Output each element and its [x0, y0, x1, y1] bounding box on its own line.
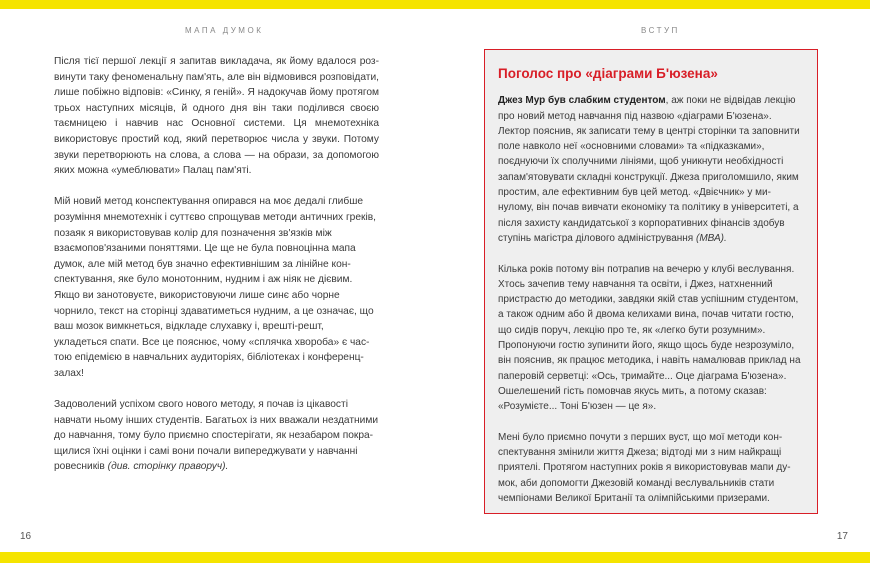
- left-paragraph-3-text: Задоволений успіхом свого нового методу, я почав із цікавості навчати ньому інших студентів. Багатьох із них вважали нездатними до навчання, тому було приємно спостерігати, як незабаром покращилися їхні оцінки і самі вони почали випереджувати у навчанні ровесників: [54, 399, 379, 473]
- box-paragraph-2: Кілька років потому він потрапив на вечерю у клубі веслування. Хтось зачепив тему навчання та освіти, і Джез, натхненний пристрастю до методики, завдяки якій став успішним студентом, а також одним або й двома келихами вина, почав читати гостю, що сидів поруч, лекцію про те, як «легко бути розумним». Пропонуючи гостю зупинити його, якщо щось буде незрозуміло, він пояснив, як працює методика, і навіть намалював приклад на паперовій серветці: «Ось, тримайте... Оце діаграма Б'юзена». Ошелешений гість помовчав якусь мить, а потому сказав: «Розумієте... Тоні Б'юзен — це я».: [498, 263, 801, 413]
- left-page-body: [54, 54, 379, 491]
- left-paragraph-1: Після тієї першої лекції я запитав викладача, як йому вдалося розвинути таку феноменальну пам'ять, але він відмовився розповідати, лише побіжно відповів: «Синку, я геній». Я надокучав йому протягом трьох наступних місяців, й одного дня він таки поділився своєю таємницею і навчив нас Основної системи. Ця мнемотехніка використовує простий код, який перетворює числа у звуки. Потому звуки перетворюють на слова, а слова — на образи, за допомогою яких можна «умеблювати» Палац пам'яті.: [54, 56, 379, 177]
- box-paragraph-1-text: , аж поки не відвідав лекцію про новий метод навчання під назвою «діаграми Б'юзена». Лектор пояснив, як записати тему в центрі сторінки та заповнити поле навколо неї «основними словами» та «підказками», поєднуючи їх сполучними лініями, щоб уникнути необхідності запам'ятовувати складні конструкції. Джеза приголомшило, яким простим, але ефективним був цей метод. «Двієчник» у минулому, він почав вивчати економіку та політику в університеті, а після захисту кандидатської з корпоративних фінансів здобув ступінь магістра ділового адміністрування: [498, 95, 800, 244]
- bottom-yellow-bar: [0, 552, 870, 563]
- page-number-left: 16: [20, 531, 32, 542]
- box-paragraph-1-bold: Джез Мур був слабким студентом: [498, 95, 666, 107]
- box-paragraph-1-italic: (МВА).: [696, 232, 727, 244]
- left-paragraph-2: Мій новий метод конспектування опирався на моє дедалі глибше розуміння мнемотехнік і суттєво спрощував методи античних греків, позаяк я використовував колір для позначення зв'язків між взаємопов'язаними поняттями. Це ще не була повноцінна мапа думок, але мій метод був значно ефективнішим за лінійне конспектування, яке було монотонним, нудним і аж ніяк не дієвим. Якщо ви занотовуєте, використовуючи лише синє або чорне чорнило, текст на сторінці здаватиметься нудним, а це означає, що ваш мозок вимкнеться, відкладе слухавку і, врешті-решт, укладеться спати. Все це пояснює, чому «сплячка хвороба» є частою епідемією в навчальних аудиторіях, бібліотеках і конференц-залах!: [54, 196, 376, 379]
- sidebar-box: [484, 49, 818, 514]
- page-number-right: 17: [836, 531, 848, 542]
- box-paragraph-1: [498, 93, 803, 246]
- left-paragraph-3-reference: (див. сторінку праворуч).: [107, 461, 229, 473]
- box-paragraph-3: Мені було приємно почути з перших вуст, що мої методи конспектування змінили життя Джеза; відтоді ми з ним найкращі приятелі. Протягом наступних років я використовував мапи думок, аби допомогти Джезовій команді веслувальників стати чемпіонами Великої Британії та олімпійськими призерами.: [498, 431, 791, 505]
- running-head-left: МАПА ДУМОК: [185, 26, 264, 35]
- running-head-right: ВСТУП: [641, 26, 680, 35]
- sidebar-box-title: Поголос про «діаграми Б'юзена»: [498, 66, 718, 81]
- top-yellow-bar: [0, 0, 870, 9]
- left-paragraph-3: [54, 397, 379, 475]
